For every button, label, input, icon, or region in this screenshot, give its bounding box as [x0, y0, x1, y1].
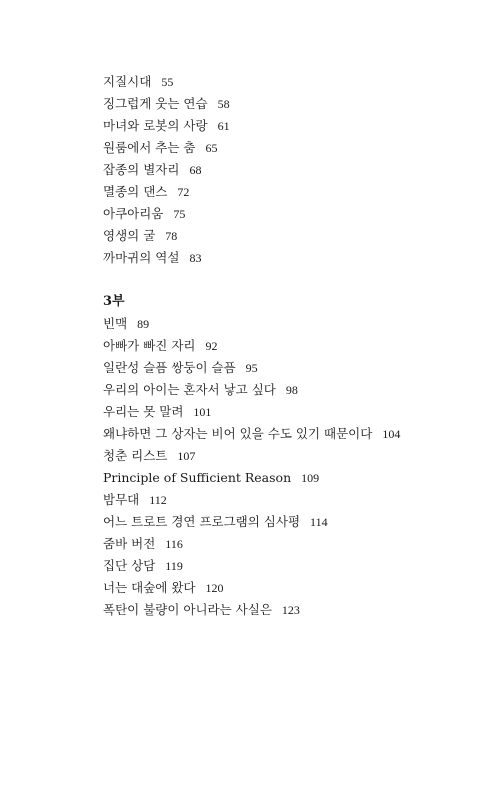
toc-entry [103, 489, 483, 511]
toc-entry-title: 왜냐하면 그 상자는 비어 있을 수도 있기 때문이다 [103, 426, 373, 441]
toc-entry-page: 95 [245, 361, 258, 375]
toc-entry-title: 밤무대 [103, 492, 140, 507]
toc-entry [103, 115, 483, 137]
toc-entry [103, 379, 483, 401]
toc-entry-page: 55 [161, 75, 174, 89]
table-of-contents [103, 71, 483, 621]
toc-entry-title: 어느 트로트 경연 프로그램의 심사평 [103, 514, 301, 529]
toc-entry-page: 58 [217, 97, 230, 111]
toc-entry [103, 137, 483, 159]
toc-entry-title: 줌바 버전 [103, 536, 156, 551]
toc-entry [103, 357, 483, 379]
toc-entry [103, 225, 483, 247]
toc-entry-page: 101 [193, 405, 212, 419]
toc-entry [103, 159, 483, 181]
toc-entry [103, 533, 483, 555]
toc-entry-title: 까마귀의 역설 [103, 250, 180, 265]
toc-entry-title: 집단 상담 [103, 558, 156, 573]
toc-entry [103, 93, 483, 115]
toc-entry-page: 78 [165, 229, 178, 243]
toc-entry-page: 112 [149, 493, 167, 507]
toc-entry-title: 멸종의 댄스 [103, 184, 168, 199]
toc-entry [103, 467, 483, 489]
section-heading-part-3: 3부 [103, 294, 125, 309]
toc-entry-page: 104 [382, 427, 401, 441]
toc-entry-title: 잡종의 별자리 [103, 162, 180, 177]
toc-entry-title: 우리는 못 말려 [103, 404, 184, 419]
toc-entry-title: 마녀와 로봇의 사랑 [103, 118, 208, 133]
toc-entry-page: 75 [173, 207, 186, 221]
toc-entry-page: 83 [189, 251, 202, 265]
toc-entry-title: 아쿠아리움 [103, 206, 164, 221]
toc-entry-title: 빈맥 [103, 316, 128, 331]
toc-entry [103, 599, 483, 621]
toc-entry [103, 577, 483, 599]
toc-entry [103, 511, 483, 533]
toc-entry-page: 123 [281, 603, 300, 617]
toc-entry-title: 원룸에서 추는 춤 [103, 140, 196, 155]
toc-entry [103, 71, 483, 93]
toc-entry-page: 114 [310, 515, 328, 529]
toc-entry [103, 555, 483, 577]
toc-entry-title: 일란성 슬픔 쌍둥이 슬픔 [103, 360, 236, 375]
toc-entry-title: 지질시대 [103, 74, 152, 89]
toc-entry-title: 징그럽게 웃는 연습 [103, 96, 208, 111]
toc-entry-title: 폭탄이 불량이 아니라는 사실은 [103, 602, 272, 617]
toc-entry-page: 72 [177, 185, 190, 199]
toc-entry-title: 너는 대숲에 왔다 [103, 580, 196, 595]
toc-entry-page: 120 [205, 581, 224, 595]
toc-entry-title: 영생의 굴 [103, 228, 156, 243]
toc-entry-page: 109 [301, 471, 320, 485]
toc-entry [103, 181, 483, 203]
toc-entry [103, 247, 483, 269]
toc-entry [103, 445, 483, 467]
toc-entry-title: 우리의 아이는 혼자서 낳고 싶다 [103, 382, 276, 397]
toc-entry-title: 아빠가 빠진 자리 [103, 338, 196, 353]
toc-entry-title: Principle of Sufficient Reason [103, 470, 292, 485]
toc-entry-page: 107 [177, 449, 196, 463]
toc-entry [103, 335, 483, 357]
section-spacer [103, 269, 483, 291]
toc-entry-page: 119 [165, 559, 183, 573]
toc-entry-title: 청춘 리스트 [103, 448, 168, 463]
toc-entry-page: 68 [189, 163, 202, 177]
toc-entry-page: 89 [137, 317, 150, 331]
toc-entry [103, 423, 483, 445]
toc-entry [103, 313, 483, 335]
toc-entry-page: 92 [205, 339, 218, 353]
toc-entry-page: 65 [205, 141, 218, 155]
toc-entry [103, 401, 483, 423]
toc-entry-page: 116 [165, 537, 183, 551]
toc-entry [103, 203, 483, 225]
toc-entry-page: 98 [285, 383, 298, 397]
toc-entry-page: 61 [217, 119, 230, 133]
